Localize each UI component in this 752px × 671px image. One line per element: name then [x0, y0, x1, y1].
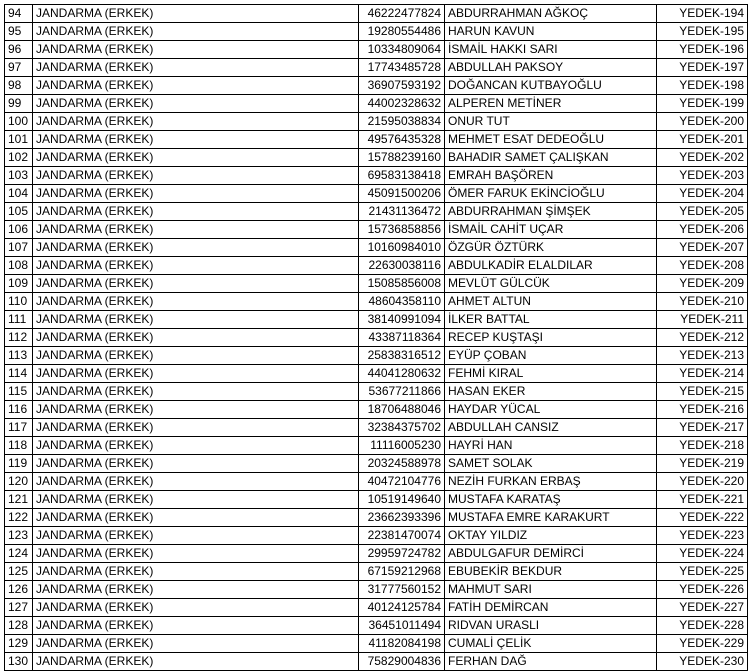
unit-cell: JANDARMA (ERKEK) — [33, 617, 359, 635]
full-name-cell: OKTAY YILDIZ — [445, 527, 657, 545]
full-name-cell: EBUBEKİR BEKDUR — [445, 563, 657, 581]
table-row — [5, 509, 748, 527]
id-number-cell: 15085856008 — [359, 275, 445, 293]
row-number-cell: 109 — [5, 275, 33, 293]
id-number-cell: 31777560152 — [359, 581, 445, 599]
full-name-cell: MEVLÜT GÜLCÜK — [445, 275, 657, 293]
unit-cell: JANDARMA (ERKEK) — [33, 41, 359, 59]
result-cell: YEDEK-208 — [657, 257, 748, 275]
result-cell: YEDEK-229 — [657, 635, 748, 653]
row-number-cell: 130 — [5, 653, 33, 671]
id-number-cell: 41182084198 — [359, 635, 445, 653]
full-name-cell: EYÜP ÇOBAN — [445, 347, 657, 365]
table-row — [5, 5, 748, 23]
unit-cell: JANDARMA (ERKEK) — [33, 239, 359, 257]
result-cell: YEDEK-219 — [657, 455, 748, 473]
table-row — [5, 599, 748, 617]
unit-cell: JANDARMA (ERKEK) — [33, 311, 359, 329]
table-row — [5, 419, 748, 437]
unit-cell: JANDARMA (ERKEK) — [33, 383, 359, 401]
unit-cell: JANDARMA (ERKEK) — [33, 203, 359, 221]
id-number-cell: 25838316512 — [359, 347, 445, 365]
unit-cell: JANDARMA (ERKEK) — [33, 95, 359, 113]
table-row — [5, 653, 748, 671]
id-number-cell: 49576435328 — [359, 131, 445, 149]
table-row — [5, 293, 748, 311]
full-name-cell: İSMAİL CAHİT UÇAR — [445, 221, 657, 239]
row-number-cell: 119 — [5, 455, 33, 473]
full-name-cell: ABDURRAHMAN ŞİMŞEK — [445, 203, 657, 221]
id-number-cell: 15788239160 — [359, 149, 445, 167]
result-cell: YEDEK-194 — [657, 5, 748, 23]
row-number-cell: 116 — [5, 401, 33, 419]
table-row — [5, 167, 748, 185]
unit-cell: JANDARMA (ERKEK) — [33, 635, 359, 653]
unit-cell: JANDARMA (ERKEK) — [33, 491, 359, 509]
unit-cell: JANDARMA (ERKEK) — [33, 527, 359, 545]
result-cell: YEDEK-199 — [657, 95, 748, 113]
unit-cell: JANDARMA (ERKEK) — [33, 293, 359, 311]
id-number-cell: 45091500206 — [359, 185, 445, 203]
unit-cell: JANDARMA (ERKEK) — [33, 257, 359, 275]
id-number-cell: 44002328632 — [359, 95, 445, 113]
row-number-cell: 103 — [5, 167, 33, 185]
result-cell: YEDEK-201 — [657, 131, 748, 149]
id-number-cell: 69583138418 — [359, 167, 445, 185]
unit-cell: JANDARMA (ERKEK) — [33, 365, 359, 383]
row-number-cell: 118 — [5, 437, 33, 455]
result-cell: YEDEK-200 — [657, 113, 748, 131]
result-cell: YEDEK-202 — [657, 149, 748, 167]
table-row — [5, 455, 748, 473]
id-number-cell: 38140991094 — [359, 311, 445, 329]
row-number-cell: 94 — [5, 5, 33, 23]
table-row — [5, 473, 748, 491]
full-name-cell: FEHMİ KIRAL — [445, 365, 657, 383]
full-name-cell: HAYDAR YÜCAL — [445, 401, 657, 419]
id-number-cell: 10160984010 — [359, 239, 445, 257]
row-number-cell: 104 — [5, 185, 33, 203]
full-name-cell: HASAN EKER — [445, 383, 657, 401]
table-row — [5, 257, 748, 275]
table-row — [5, 617, 748, 635]
result-cell: YEDEK-227 — [657, 599, 748, 617]
unit-cell: JANDARMA (ERKEK) — [33, 419, 359, 437]
id-number-cell: 46222477824 — [359, 5, 445, 23]
table-row — [5, 203, 748, 221]
full-name-cell: ABDULLAH PAKSOY — [445, 59, 657, 77]
row-number-cell: 129 — [5, 635, 33, 653]
full-name-cell: ONUR TUT — [445, 113, 657, 131]
id-number-cell: 17743485728 — [359, 59, 445, 77]
table-row — [5, 311, 748, 329]
row-number-cell: 105 — [5, 203, 33, 221]
table-row — [5, 275, 748, 293]
unit-cell: JANDARMA (ERKEK) — [33, 347, 359, 365]
row-number-cell: 97 — [5, 59, 33, 77]
id-number-cell: 22381470074 — [359, 527, 445, 545]
table-row — [5, 239, 748, 257]
unit-cell: JANDARMA (ERKEK) — [33, 581, 359, 599]
id-number-cell: 21431136472 — [359, 203, 445, 221]
result-cell: YEDEK-205 — [657, 203, 748, 221]
full-name-cell: ABDULGAFUR DEMİRCİ — [445, 545, 657, 563]
unit-cell: JANDARMA (ERKEK) — [33, 653, 359, 671]
result-cell: YEDEK-218 — [657, 437, 748, 455]
result-cell: YEDEK-214 — [657, 365, 748, 383]
unit-cell: JANDARMA (ERKEK) — [33, 113, 359, 131]
result-cell: YEDEK-197 — [657, 59, 748, 77]
result-cell: YEDEK-209 — [657, 275, 748, 293]
row-number-cell: 99 — [5, 95, 33, 113]
result-cell: YEDEK-228 — [657, 617, 748, 635]
unit-cell: JANDARMA (ERKEK) — [33, 563, 359, 581]
table-row — [5, 365, 748, 383]
full-name-cell: RIDVAN URASLI — [445, 617, 657, 635]
full-name-cell: ABDULKADİR ELALDILAR — [445, 257, 657, 275]
full-name-cell: ABDULLAH CANSIZ — [445, 419, 657, 437]
full-name-cell: BAHADIR SAMET ÇALIŞKAN — [445, 149, 657, 167]
full-name-cell: HAYRİ HAN — [445, 437, 657, 455]
result-cell: YEDEK-217 — [657, 419, 748, 437]
table-row — [5, 23, 748, 41]
row-number-cell: 120 — [5, 473, 33, 491]
unit-cell: JANDARMA (ERKEK) — [33, 455, 359, 473]
result-cell: YEDEK-213 — [657, 347, 748, 365]
id-number-cell: 43387118364 — [359, 329, 445, 347]
full-name-cell: RECEP KUŞTAŞI — [445, 329, 657, 347]
row-number-cell: 115 — [5, 383, 33, 401]
row-number-cell: 102 — [5, 149, 33, 167]
unit-cell: JANDARMA (ERKEK) — [33, 131, 359, 149]
unit-cell: JANDARMA (ERKEK) — [33, 509, 359, 527]
full-name-cell: MUSTAFA EMRE KARAKURT — [445, 509, 657, 527]
full-name-cell: İLKER BATTAL — [445, 311, 657, 329]
id-number-cell: 10519149640 — [359, 491, 445, 509]
result-cell: YEDEK-215 — [657, 383, 748, 401]
unit-cell: JANDARMA (ERKEK) — [33, 5, 359, 23]
unit-cell: JANDARMA (ERKEK) — [33, 437, 359, 455]
row-number-cell: 125 — [5, 563, 33, 581]
id-number-cell: 23662393396 — [359, 509, 445, 527]
table-row — [5, 563, 748, 581]
full-name-cell: FATİH DEMİRCAN — [445, 599, 657, 617]
full-name-cell: İSMAİL HAKKI SARI — [445, 41, 657, 59]
result-cell: YEDEK-212 — [657, 329, 748, 347]
table-row — [5, 95, 748, 113]
row-number-cell: 95 — [5, 23, 33, 41]
full-name-cell: MEHMET ESAT DEDEOĞLU — [445, 131, 657, 149]
unit-cell: JANDARMA (ERKEK) — [33, 77, 359, 95]
full-name-cell: EMRAH BAŞÖREN — [445, 167, 657, 185]
row-number-cell: 123 — [5, 527, 33, 545]
table-row — [5, 347, 748, 365]
row-number-cell: 114 — [5, 365, 33, 383]
id-number-cell: 20324588978 — [359, 455, 445, 473]
unit-cell: JANDARMA (ERKEK) — [33, 23, 359, 41]
row-number-cell: 98 — [5, 77, 33, 95]
id-number-cell: 75829004836 — [359, 653, 445, 671]
id-number-cell: 36451011494 — [359, 617, 445, 635]
row-number-cell: 127 — [5, 599, 33, 617]
row-number-cell: 128 — [5, 617, 33, 635]
result-cell: YEDEK-195 — [657, 23, 748, 41]
result-cell: YEDEK-198 — [657, 77, 748, 95]
table-row — [5, 77, 748, 95]
unit-cell: JANDARMA (ERKEK) — [33, 401, 359, 419]
table-row — [5, 581, 748, 599]
unit-cell: JANDARMA (ERKEK) — [33, 167, 359, 185]
table-row — [5, 185, 748, 203]
result-cell: YEDEK-216 — [657, 401, 748, 419]
id-number-cell: 40124125784 — [359, 599, 445, 617]
unit-cell: JANDARMA (ERKEK) — [33, 185, 359, 203]
table-row — [5, 635, 748, 653]
full-name-cell: ALPEREN METİNER — [445, 95, 657, 113]
id-number-cell: 15736858856 — [359, 221, 445, 239]
row-number-cell: 126 — [5, 581, 33, 599]
unit-cell: JANDARMA (ERKEK) — [33, 599, 359, 617]
full-name-cell: SAMET SOLAK — [445, 455, 657, 473]
table-row — [5, 221, 748, 239]
results-table-body — [5, 5, 748, 671]
results-table — [4, 4, 748, 671]
row-number-cell: 111 — [5, 311, 33, 329]
id-number-cell: 18706488046 — [359, 401, 445, 419]
row-number-cell: 107 — [5, 239, 33, 257]
result-cell: YEDEK-230 — [657, 653, 748, 671]
full-name-cell: CUMALİ ÇELİK — [445, 635, 657, 653]
id-number-cell: 29959724782 — [359, 545, 445, 563]
full-name-cell: MUSTAFA KARATAŞ — [445, 491, 657, 509]
unit-cell: JANDARMA (ERKEK) — [33, 275, 359, 293]
full-name-cell: ÖMER FARUK EKİNCİOĞLU — [445, 185, 657, 203]
result-cell: YEDEK-196 — [657, 41, 748, 59]
id-number-cell: 67159212968 — [359, 563, 445, 581]
full-name-cell: FERHAN DAĞ — [445, 653, 657, 671]
table-row — [5, 113, 748, 131]
row-number-cell: 96 — [5, 41, 33, 59]
full-name-cell: ABDURRAHMAN AĞKOÇ — [445, 5, 657, 23]
table-row — [5, 401, 748, 419]
row-number-cell: 112 — [5, 329, 33, 347]
id-number-cell: 10334809064 — [359, 41, 445, 59]
id-number-cell: 44041280632 — [359, 365, 445, 383]
row-number-cell: 110 — [5, 293, 33, 311]
row-number-cell: 117 — [5, 419, 33, 437]
table-row — [5, 437, 748, 455]
row-number-cell: 113 — [5, 347, 33, 365]
id-number-cell: 40472104776 — [359, 473, 445, 491]
table-row — [5, 527, 748, 545]
result-cell: YEDEK-206 — [657, 221, 748, 239]
result-cell: YEDEK-223 — [657, 527, 748, 545]
result-cell: YEDEK-224 — [657, 545, 748, 563]
result-cell: YEDEK-210 — [657, 293, 748, 311]
full-name-cell: ÖZGÜR ÖZTÜRK — [445, 239, 657, 257]
result-cell: YEDEK-207 — [657, 239, 748, 257]
row-number-cell: 108 — [5, 257, 33, 275]
table-row — [5, 383, 748, 401]
result-cell: YEDEK-221 — [657, 491, 748, 509]
row-number-cell: 100 — [5, 113, 33, 131]
table-row — [5, 41, 748, 59]
unit-cell: JANDARMA (ERKEK) — [33, 221, 359, 239]
table-row — [5, 131, 748, 149]
id-number-cell: 11116005230 — [359, 437, 445, 455]
unit-cell: JANDARMA (ERKEK) — [33, 59, 359, 77]
table-row — [5, 491, 748, 509]
unit-cell: JANDARMA (ERKEK) — [33, 329, 359, 347]
result-cell: YEDEK-211 — [657, 311, 748, 329]
full-name-cell: HARUN KAVUN — [445, 23, 657, 41]
full-name-cell: DOĞANCAN KUTBAYOĞLU — [445, 77, 657, 95]
result-cell: YEDEK-222 — [657, 509, 748, 527]
table-row — [5, 59, 748, 77]
unit-cell: JANDARMA (ERKEK) — [33, 149, 359, 167]
id-number-cell: 21595038834 — [359, 113, 445, 131]
unit-cell: JANDARMA (ERKEK) — [33, 545, 359, 563]
unit-cell: JANDARMA (ERKEK) — [33, 473, 359, 491]
table-row — [5, 149, 748, 167]
row-number-cell: 101 — [5, 131, 33, 149]
row-number-cell: 121 — [5, 491, 33, 509]
id-number-cell: 36907593192 — [359, 77, 445, 95]
result-cell: YEDEK-203 — [657, 167, 748, 185]
result-cell: YEDEK-220 — [657, 473, 748, 491]
row-number-cell: 106 — [5, 221, 33, 239]
full-name-cell: AHMET ALTUN — [445, 293, 657, 311]
full-name-cell: MAHMUT SARI — [445, 581, 657, 599]
id-number-cell: 48604358110 — [359, 293, 445, 311]
table-row — [5, 329, 748, 347]
id-number-cell: 32384375702 — [359, 419, 445, 437]
table-row — [5, 545, 748, 563]
result-cell: YEDEK-226 — [657, 581, 748, 599]
id-number-cell: 53677211866 — [359, 383, 445, 401]
id-number-cell: 19280554486 — [359, 23, 445, 41]
row-number-cell: 124 — [5, 545, 33, 563]
full-name-cell: NEZİH FURKAN ERBAŞ — [445, 473, 657, 491]
id-number-cell: 22630038116 — [359, 257, 445, 275]
result-cell: YEDEK-225 — [657, 563, 748, 581]
result-cell: YEDEK-204 — [657, 185, 748, 203]
row-number-cell: 122 — [5, 509, 33, 527]
